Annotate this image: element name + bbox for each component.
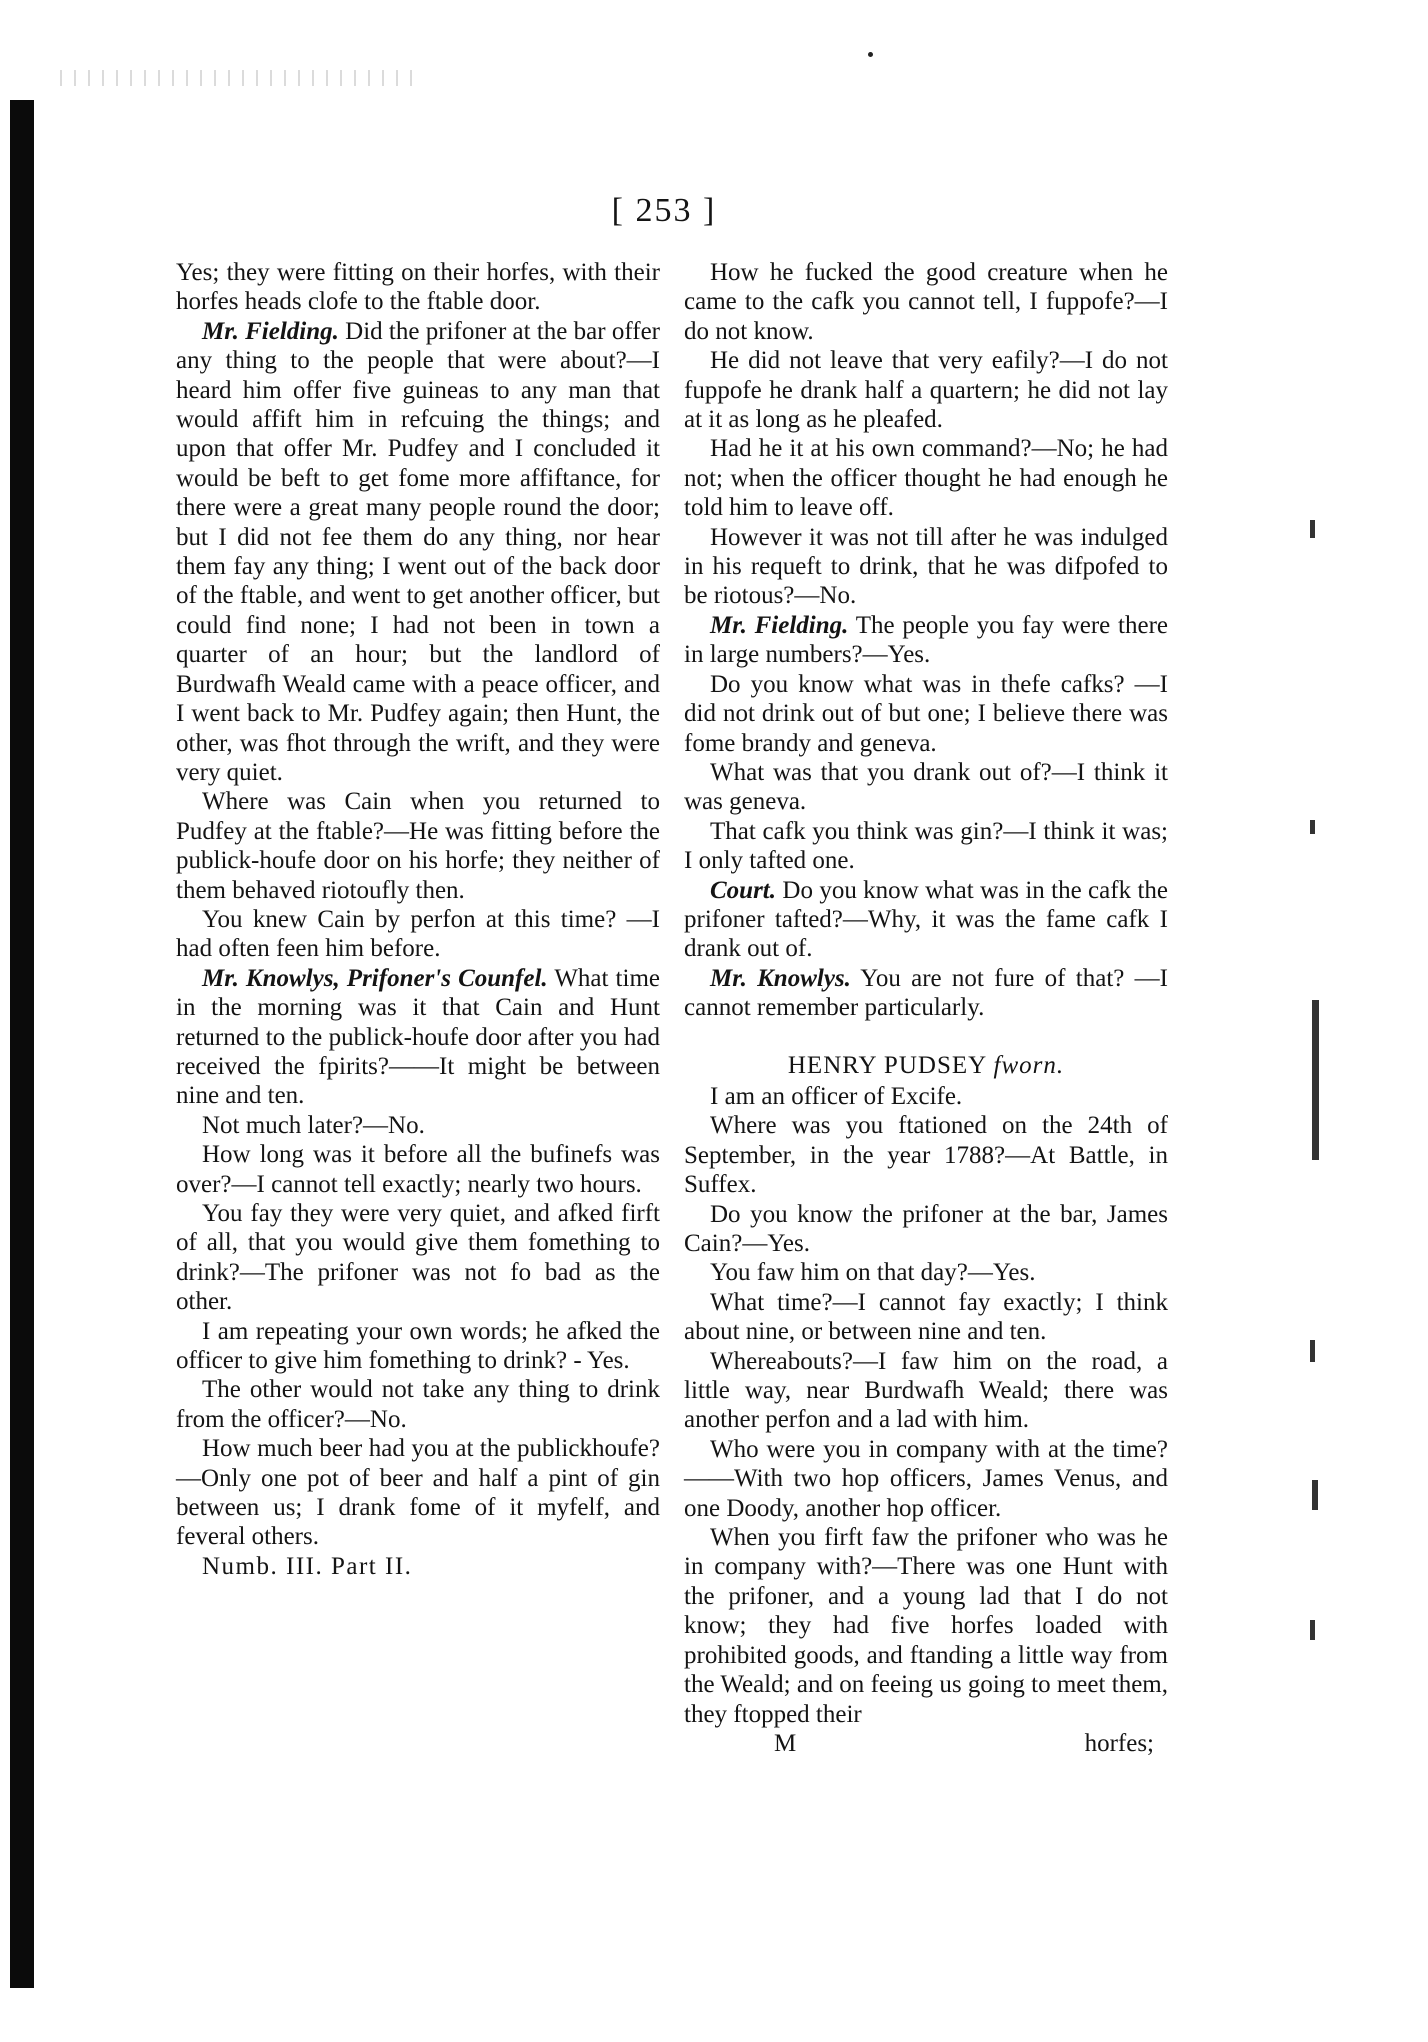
speaker: Court. (710, 876, 777, 904)
right-para-16: Whereabouts?—I faw him on the road, a little way, near Burdwafh Weald; there was another perfon and a lad with him. (684, 1347, 1168, 1434)
right-para-6: What was that you drank out of?—I think it was geneva. (684, 758, 1168, 816)
left-para-2: Where was Cain when you returned to Pudfey at the ftable?—He was fitting before the publick-houfe door on his horfe; they neither of them behaved riotoufly then. (176, 788, 660, 904)
right-para-3: However it was not till after he was indulged in his requeft to drink, that he was difpofed to be riotous?—No. (684, 523, 1168, 610)
right-para-9: Mr. Knowlys. You are not fure of that? —I cannot remember particularly. (684, 964, 1168, 1022)
right-para-17: Who were you in company with at the time?——With two hop officers, James Venus, and one Doody, another hop officer. (684, 1435, 1168, 1522)
left-para-8: I am repeating your own words; he afked the officer to give him fomething to drink? - Yes. (176, 1317, 660, 1375)
left-para-3: You knew Cain by perfon at this time? —I had often feen him before. (176, 905, 660, 963)
page-binding-shadow (10, 100, 34, 1988)
left-para-1: Mr. Fielding. Did the prifoner at the bar offer any thing to the people that were about?—I heard him offer five guineas to any man that would affift him in refcuing the things; and upon that offer Mr. Pudfey and I concluded it would be beft to get fome more affiftance, for there were a great many people round the door; but I did not fee them do any thing, nor hear them fay any thing; I went out of the back door of the ftable, and went to get another officer, but could find none; I had not been in town a quarter of an hour; but the landlord of Burdwafh Weald came with a peace officer, and I went back to Mr. Pudfey again; then Hunt, the other, was fhot through the wrift, and they were very quiet. (176, 317, 661, 786)
right-para-13: Do you know the prifoner at the bar, James Cain?—Yes. (684, 1200, 1168, 1257)
right-para-14: You faw him on that day?—Yes. (710, 1259, 1036, 1287)
left-column (176, 258, 660, 1581)
signature-letter: M (774, 1729, 797, 1757)
witness-heading: HENRY PUDSEY fworn. (787, 1051, 1065, 1079)
right-para-8: Court. Do you know what was in the cafk the prifoner tafted?—Why, it was the fame cafk I drank out of. (684, 876, 1168, 963)
left-para-7: You fay they were very quiet, and afked firft of all, that you would give them fomething to drink?—The prifoner was not fo bad as the other. (176, 1200, 660, 1316)
right-para-1: He did not leave that very eafily?—I do not fuppofe he drank half a quartern; he did not lay at it as long as he pleafed. (684, 347, 1168, 434)
speaker: Mr. Knowlys. (710, 964, 851, 992)
catchword: horfes; (1084, 1729, 1154, 1757)
scan-specks (60, 70, 420, 86)
scan-edge-marks (1300, 520, 1340, 1720)
left-para-4: Mr. Knowlys, Prifoner's Counfel. What time in the morning was it that Cain and Hunt returned to the publick-houfe door after you had received the fpirits?——It might be between nine and ten. (176, 964, 660, 1110)
signature-mark: Numb. III. Part II. (202, 1552, 413, 1580)
left-para-9: The other would not take any thing to drink from the officer?—No. (176, 1376, 660, 1433)
right-para-0: How he fucked the good creature when he came to the cafk you cannot tell, I fuppofe?—I do not know. (684, 259, 1168, 345)
signature-line (684, 1729, 1168, 1758)
right-para-11: I am an officer of Excife. (710, 1082, 963, 1110)
right-para-5: Do you know what was in thefe cafks? —I did not drink out of but one; I believe there was fome brandy and geneva. (684, 670, 1168, 757)
right-para-12: Where was you ftationed on the 24th of September, in the year 1788?—At Battle, in Suffex. (684, 1112, 1168, 1199)
left-para-0: Yes; they were fitting on their horfes, with their horfes heads clofe to the ftable door. (176, 259, 660, 316)
right-para-7: That cafk you think was gin?—I think it was; I only tafted one. (684, 817, 1168, 875)
right-para-15: What time?—I cannot fay exactly; I think about nine, or between nine and ten. (684, 1288, 1168, 1346)
page-number: [ 253 ] (611, 192, 717, 229)
left-para-6: How long was it before all the bufinefs was over?—I cannot tell exactly; nearly two hours. (176, 1141, 660, 1198)
speaker: Mr. Knowlys, Prifoner's Counfel. (202, 964, 548, 992)
right-para-4: Mr. Fielding. The people you fay were there in large numbers?—Yes. (684, 611, 1169, 669)
left-para-10: How much beer had you at the publickhoufe?—Only one pot of beer and half a pint of gin between us; I drank fome of it myfelf, and feveral others. (176, 1435, 660, 1551)
speaker: Mr. Fielding. (202, 317, 339, 345)
speaker: Mr. Fielding. (710, 611, 849, 639)
right-para-18: When you firft faw the prifoner who was he in company with?—There was one Hunt with the prifoner, and a young lad that I do not know; they had five horfes loaded with prohibited goods, and ftanding a little way from the Weald; and on feeing us going to meet them, they ftopped their (684, 1524, 1168, 1728)
right-column (684, 258, 1168, 1758)
left-para-5: Not much later?—No. (202, 1111, 425, 1139)
right-para-2: Had he it at his own command?—No; he had not; when the officer thought he had enough he told him to leave off. (684, 435, 1168, 522)
scan-dot (868, 52, 873, 57)
